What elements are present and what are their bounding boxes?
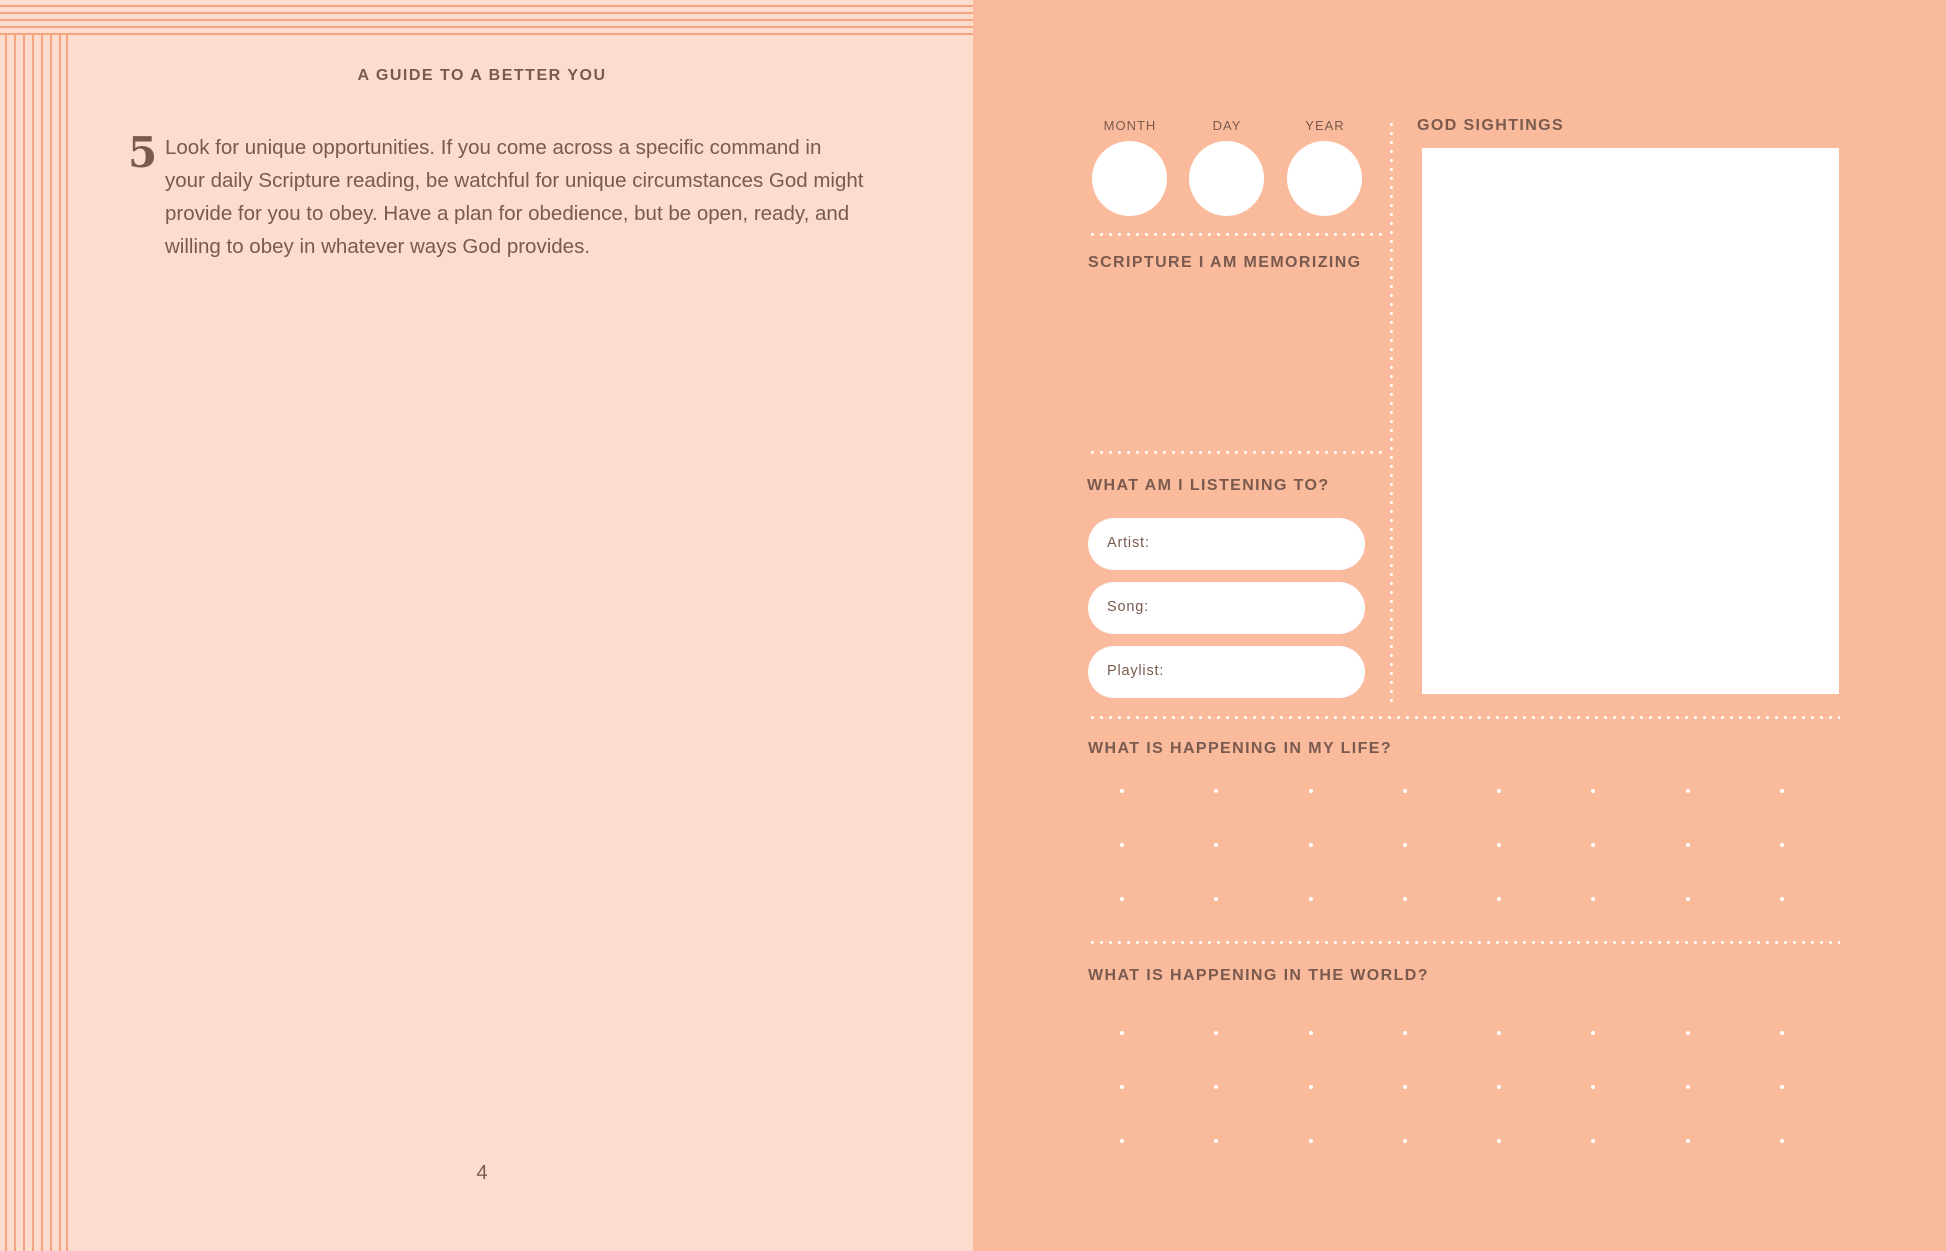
grid-dot (1120, 789, 1124, 793)
god-sightings-heading: GOD SIGHTINGS (1417, 117, 1565, 134)
month-label: MONTH (1103, 118, 1157, 133)
grid-dot (1591, 897, 1595, 901)
artist-label: Artist: (1107, 535, 1150, 551)
side-stripe (23, 34, 25, 1251)
grid-dot (1403, 897, 1407, 901)
grid-dot (1497, 789, 1501, 793)
grid-dot (1120, 897, 1124, 901)
grid-dot (1780, 897, 1784, 901)
grid-dot (1214, 1085, 1218, 1089)
divider-middle (1088, 716, 1840, 719)
life-dot-grid[interactable] (1120, 789, 1800, 901)
grid-dot (1403, 789, 1407, 793)
grid-dot (1309, 1031, 1313, 1035)
grid-dot (1309, 897, 1313, 901)
side-stripe (50, 34, 52, 1251)
song-label: Song: (1107, 599, 1149, 615)
top-stripe (0, 33, 973, 35)
grid-dot (1309, 843, 1313, 847)
world-heading: WHAT IS HAPPENING IN THE WORLD? (1088, 967, 1429, 984)
grid-dot (1686, 1139, 1690, 1143)
grid-dot (1120, 1031, 1124, 1035)
grid-dot (1591, 1085, 1595, 1089)
year-circle[interactable] (1287, 141, 1362, 216)
side-stripe (14, 34, 16, 1251)
grid-dot (1686, 897, 1690, 901)
top-stripe (0, 5, 973, 7)
day-label: DAY (1212, 118, 1242, 133)
grid-dot (1309, 789, 1313, 793)
grid-dot (1591, 1139, 1595, 1143)
grid-dot (1497, 897, 1501, 901)
grid-dot (1780, 1085, 1784, 1089)
grid-dot (1497, 1139, 1501, 1143)
step-text: Look for unique opportunities. If you come across a specific command in your daily Scripture reading, be watchful for unique circumstances God might provide for you to obey. Have a plan for obedience, but be open, ready, and willing to obey in whatever ways God provides. (165, 136, 864, 258)
grid-dot (1403, 1139, 1407, 1143)
grid-dot (1214, 897, 1218, 901)
scripture-heading: SCRIPTURE I AM MEMORIZING (1088, 254, 1362, 271)
day-circle[interactable] (1189, 141, 1264, 216)
grid-dot (1309, 1139, 1313, 1143)
grid-dot (1686, 1031, 1690, 1035)
grid-dot (1403, 1031, 1407, 1035)
grid-dot (1686, 1085, 1690, 1089)
year-label: YEAR (1305, 118, 1345, 133)
side-stripe (41, 34, 43, 1251)
page-number: 4 (476, 1162, 488, 1184)
side-stripe (32, 34, 34, 1251)
side-stripe (66, 34, 68, 1251)
grid-dot (1214, 789, 1218, 793)
top-stripe (0, 12, 973, 14)
grid-dot (1591, 1031, 1595, 1035)
grid-dot (1497, 843, 1501, 847)
step-number: 5 (128, 128, 158, 177)
grid-dot (1214, 1139, 1218, 1143)
top-stripe (0, 19, 973, 21)
grid-dot (1309, 1085, 1313, 1089)
god-sightings-box[interactable] (1422, 148, 1839, 694)
grid-dot (1120, 1085, 1124, 1089)
side-stripe (5, 34, 7, 1251)
divider-date (1088, 233, 1388, 236)
grid-dot (1591, 789, 1595, 793)
grid-dot (1780, 843, 1784, 847)
world-dot-grid[interactable] (1120, 1031, 1800, 1143)
life-heading: WHAT IS HAPPENING IN MY LIFE? (1088, 740, 1393, 757)
grid-dot (1686, 789, 1690, 793)
side-stripe (59, 34, 61, 1251)
grid-dot (1780, 1031, 1784, 1035)
grid-dot (1780, 789, 1784, 793)
playlist-field[interactable] (1088, 646, 1365, 698)
grid-dot (1497, 1031, 1501, 1035)
divider-vertical (1390, 120, 1393, 705)
grid-dot (1497, 1085, 1501, 1089)
divider-life (1088, 941, 1840, 944)
grid-dot (1403, 843, 1407, 847)
month-circle[interactable] (1092, 141, 1167, 216)
grid-dot (1120, 843, 1124, 847)
grid-dot (1403, 1085, 1407, 1089)
grid-dot (1780, 1139, 1784, 1143)
grid-dot (1591, 843, 1595, 847)
book-header: A GUIDE TO A BETTER YOU (357, 67, 607, 84)
song-field[interactable] (1088, 582, 1365, 634)
grid-dot (1686, 843, 1690, 847)
grid-dot (1214, 1031, 1218, 1035)
artist-field[interactable] (1088, 518, 1365, 570)
playlist-label: Playlist: (1107, 663, 1165, 679)
top-stripe (0, 26, 973, 28)
divider-scripture (1088, 451, 1388, 454)
grid-dot (1120, 1139, 1124, 1143)
listening-heading: WHAT AM I LISTENING TO? (1087, 477, 1330, 494)
grid-dot (1214, 843, 1218, 847)
